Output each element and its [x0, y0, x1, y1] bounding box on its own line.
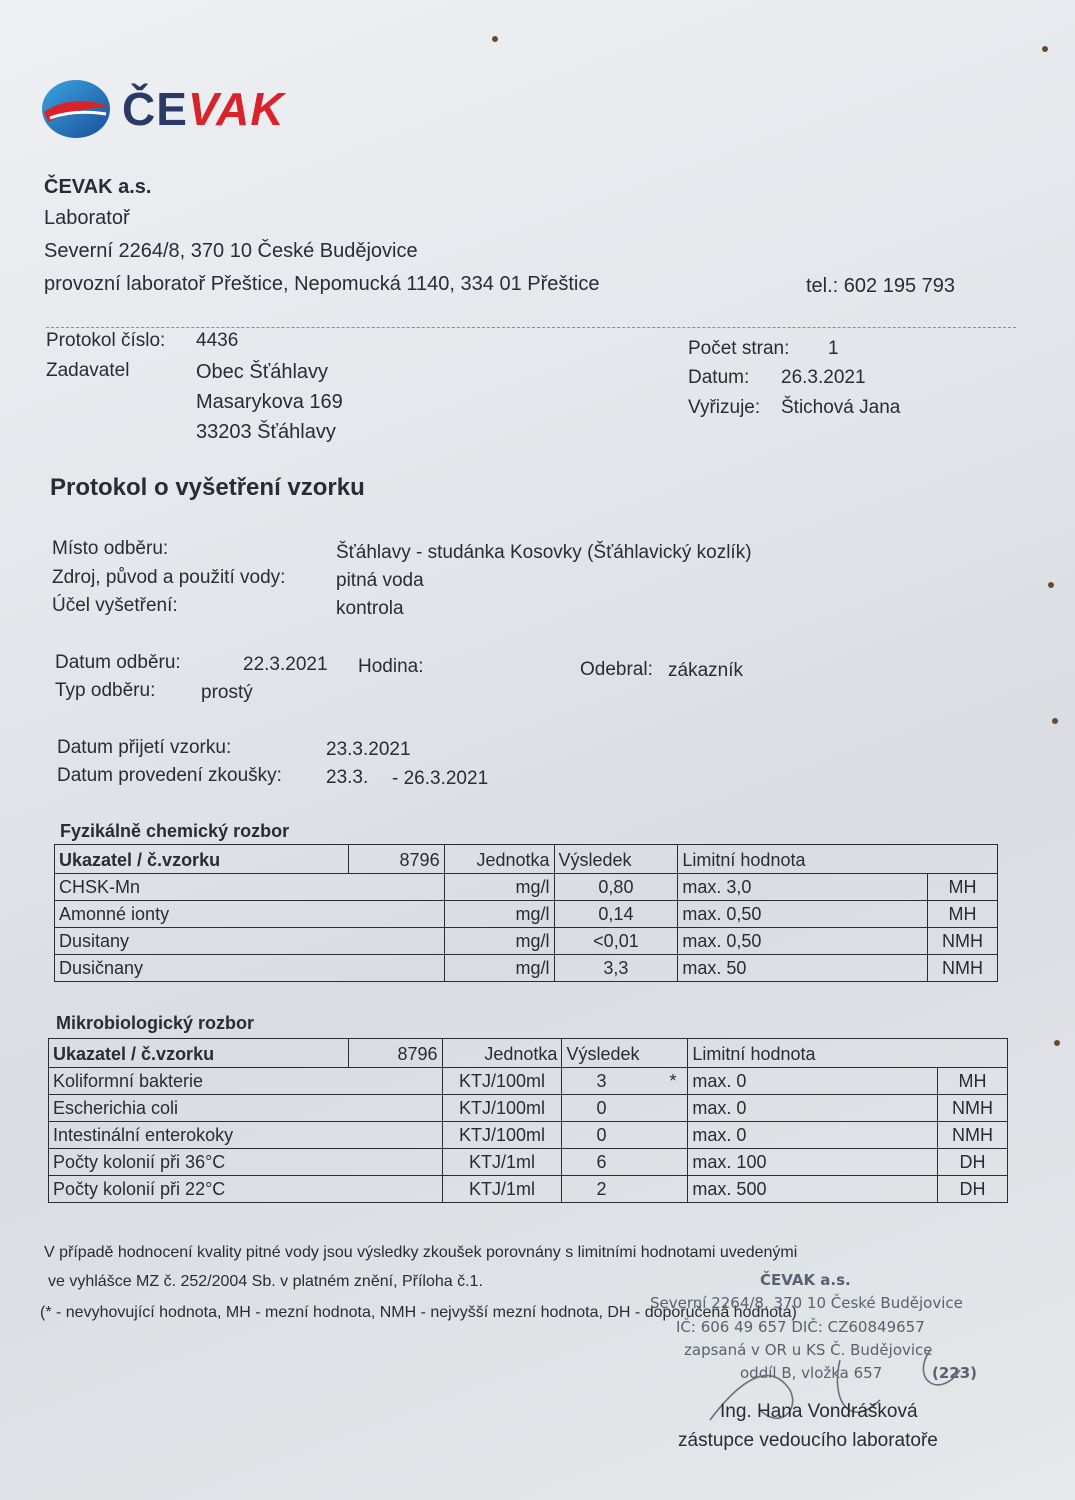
chem-indicator: CHSK-Mn	[55, 874, 445, 901]
micro-indicator: Počty kolonií při 36°C	[49, 1149, 443, 1176]
micro-header-row	[49, 1039, 1008, 1068]
paper-speck	[1054, 1040, 1060, 1046]
chem-limit-type: MH	[928, 874, 998, 901]
table-row	[49, 1068, 1008, 1095]
micro-unit: KTJ/1ml	[442, 1176, 562, 1203]
sampling-type-label: Typ odběru:	[55, 680, 156, 701]
micro-result: 3	[596, 1071, 607, 1091]
company-address: Severní 2264/8, 370 10 České Budějovice	[44, 240, 418, 262]
chem-limit-type: NMH	[928, 955, 998, 982]
micro-limit-type: NMH	[937, 1095, 1007, 1122]
micro-unit: KTJ/100ml	[442, 1095, 562, 1122]
table-row	[49, 1176, 1008, 1203]
chem-header-row	[55, 845, 998, 874]
table-row	[55, 955, 998, 982]
micro-limit-type: DH	[937, 1149, 1007, 1176]
chem-unit: mg/l	[444, 901, 554, 928]
client-city: 33203 Šťáhlavy	[196, 421, 336, 443]
company-department: Laboratoř	[44, 207, 130, 229]
source-value: pitná voda	[336, 570, 424, 591]
protocol-number-value: 4436	[196, 330, 239, 351]
header-divider	[46, 327, 1016, 328]
table-row	[55, 874, 998, 901]
chem-indicator: Dusičnany	[55, 955, 445, 982]
note-line-3: (* - nevyhovující hodnota, MH - mezní hodnota, NMH - nejvyšší mezní hodnota, DH - doporučená hodnota)	[40, 1304, 797, 1321]
table-row	[49, 1122, 1008, 1149]
micro-limit: max. 0	[688, 1122, 938, 1149]
chem-result: 0,14	[554, 901, 678, 928]
source-label: Zdroj, původ a použití vody:	[52, 567, 286, 588]
pages-label: Počet stran:	[688, 338, 790, 359]
document-title: Protokol o vyšetření vzorku	[50, 474, 365, 501]
signatory-role: zástupce vedoucího laboratoře	[678, 1430, 938, 1451]
micro-header-sample: 8796	[348, 1039, 442, 1068]
tested-from: 23.3.	[326, 767, 369, 788]
paper-speck	[1048, 582, 1054, 588]
logo-wordmark	[122, 82, 285, 136]
sampling-date-value: 22.3.2021	[243, 654, 328, 675]
chem-unit: mg/l	[444, 928, 554, 955]
paper-speck	[1052, 718, 1058, 724]
chem-limit: max. 3,0	[678, 874, 928, 901]
micro-header-unit: Jednotka	[442, 1039, 562, 1068]
table-row	[49, 1149, 1008, 1176]
sampling-date-label: Datum odběru:	[55, 652, 181, 673]
stamp-line-5: oddíl B, vložka 657	[740, 1364, 883, 1382]
stamp-line-1: ČEVAK a.s.	[760, 1271, 851, 1289]
hour-label: Hodina:	[358, 656, 424, 677]
client-street: Masarykova 169	[196, 391, 343, 413]
chem-indicator: Amonné ionty	[55, 901, 445, 928]
chem-result: 3,3	[554, 955, 678, 982]
taker-label: Odebral:	[580, 659, 653, 680]
micro-unit: KTJ/100ml	[442, 1068, 562, 1095]
chem-table	[54, 844, 998, 982]
chem-limit: max. 0,50	[678, 901, 928, 928]
chem-header-indicator: Ukazatel / č.vzorku	[55, 845, 349, 874]
client-label: Zadavatel	[46, 360, 130, 381]
note-line-2: ve vyhlášce MZ č. 252/2004 Sb. v platném znění, Příloha č.1.	[48, 1273, 483, 1290]
chem-limit-type: MH	[928, 901, 998, 928]
stamp-line-2: Severní 2264/8, 370 10 České Budějovice	[650, 1294, 963, 1312]
micro-indicator: Počty kolonií při 22°C	[49, 1176, 443, 1203]
stamp-line-3: IČ: 606 49 657 DIČ: CZ60849657	[676, 1318, 925, 1336]
micro-header-indicator: Ukazatel / č.vzorku	[49, 1039, 349, 1068]
sampling-type-value: prostý	[201, 682, 253, 703]
stamp-line-6: (223)	[932, 1364, 978, 1382]
place-label: Místo odběru:	[52, 538, 169, 559]
micro-limit: max. 500	[688, 1176, 938, 1203]
micro-limit-type: NMH	[937, 1122, 1007, 1149]
received-label: Datum přijetí vzorku:	[57, 737, 232, 758]
pages-value: 1	[828, 338, 839, 359]
signatory-name: Ing. Hana Vondrášková	[720, 1401, 918, 1422]
stamp-line-4: zapsaná v OR u KS Č. Budějovice	[684, 1341, 933, 1359]
chem-header-unit: Jednotka	[444, 845, 554, 874]
chem-header-sample: 8796	[348, 845, 444, 874]
client-name: Obec Šťáhlavy	[196, 361, 329, 383]
paper-speck	[1042, 46, 1048, 52]
company-branch: provozní laboratoř Přeštice, Nepomucká 1140, 334 01 Přeštice	[44, 273, 600, 295]
table-row	[55, 928, 998, 955]
table-row	[49, 1095, 1008, 1122]
micro-section-title: Mikrobiologický rozbor	[56, 1013, 255, 1033]
tested-label: Datum provedení zkoušky:	[57, 765, 282, 786]
micro-result-cell	[562, 1149, 688, 1176]
logo-text-part1: ČE	[122, 83, 188, 135]
noncompliance-flag: *	[669, 1071, 677, 1091]
micro-result: 0	[596, 1125, 607, 1145]
place-value: Šťáhlavy - studánka Kosovky (Šťáhlavický kozlík)	[336, 542, 752, 563]
chem-result: 0,80	[554, 874, 678, 901]
purpose-label: Účel vyšetření:	[52, 595, 178, 616]
chem-header-result: Výsledek	[554, 845, 678, 874]
note-line-1: V případě hodnocení kvality pitné vody jsou výsledky zkoušek porovnány s limitními hodnotami uvedenými	[44, 1244, 798, 1261]
micro-result: 2	[596, 1179, 607, 1199]
chem-section-title: Fyzikálně chemický rozbor	[60, 821, 290, 841]
chem-unit: mg/l	[444, 955, 554, 982]
date-label: Datum:	[688, 367, 750, 388]
chem-limit: max. 50	[678, 955, 928, 982]
chem-limit-type: NMH	[928, 928, 998, 955]
table-row	[55, 901, 998, 928]
date-value: 26.3.2021	[781, 367, 866, 388]
logo-text-part2: VAK	[187, 83, 285, 135]
purpose-value: kontrola	[336, 598, 404, 619]
micro-indicator: Escherichia coli	[49, 1095, 443, 1122]
micro-result: 0	[596, 1098, 607, 1118]
chem-indicator: Dusitany	[55, 928, 445, 955]
handler-value: Štichová Jana	[781, 397, 901, 418]
micro-header-result: Výsledek	[562, 1039, 688, 1068]
micro-indicator: Koliformní bakterie	[49, 1068, 443, 1095]
micro-result-cell	[562, 1095, 688, 1122]
paper-speck	[492, 36, 498, 42]
company-phone: tel.: 602 195 793	[806, 275, 956, 297]
handler-label: Vyřizuje:	[688, 397, 761, 418]
protocol-number-label: Protokol číslo:	[46, 330, 166, 351]
micro-limit: max. 0	[688, 1068, 938, 1095]
micro-limit: max. 0	[688, 1095, 938, 1122]
chem-header-limit: Limitní hodnota	[678, 845, 998, 874]
chem-unit: mg/l	[444, 874, 554, 901]
taker-value: zákazník	[668, 660, 743, 681]
micro-limit-type: DH	[937, 1176, 1007, 1203]
tested-to: - 26.3.2021	[392, 768, 489, 789]
received-value: 23.3.2021	[326, 739, 411, 760]
cevak-logo-icon	[40, 78, 112, 140]
micro-result-cell	[562, 1068, 688, 1095]
micro-result: 6	[596, 1152, 607, 1172]
micro-indicator: Intestinální enterokoky	[49, 1122, 443, 1149]
micro-header-limit: Limitní hodnota	[688, 1039, 1008, 1068]
micro-unit: KTJ/1ml	[442, 1149, 562, 1176]
micro-limit-type: MH	[937, 1068, 1007, 1095]
chem-result: <0,01	[554, 928, 678, 955]
chem-limit: max. 0,50	[678, 928, 928, 955]
micro-unit: KTJ/100ml	[442, 1122, 562, 1149]
micro-limit: max. 100	[688, 1149, 938, 1176]
company-name: ČEVAK a.s.	[44, 176, 152, 198]
micro-result-cell	[562, 1176, 688, 1203]
micro-table	[48, 1038, 1008, 1203]
micro-result-cell	[562, 1122, 688, 1149]
